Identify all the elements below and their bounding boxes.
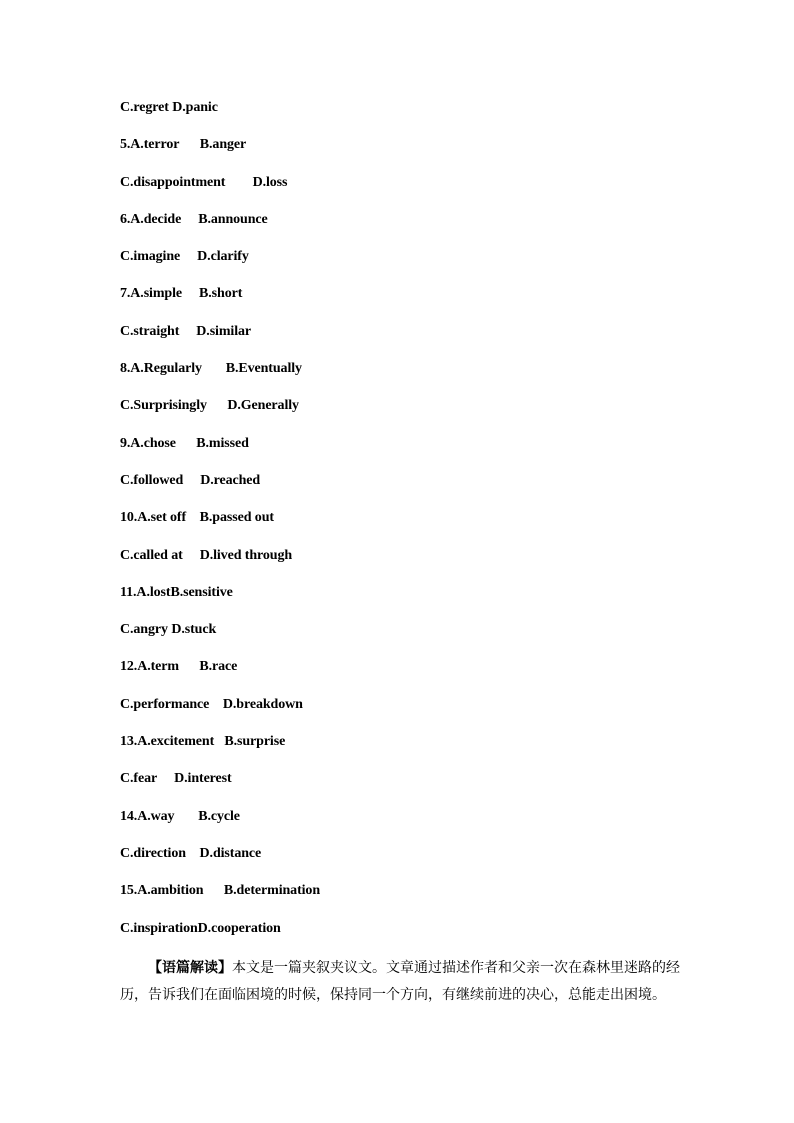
option-b: D.stuck — [171, 622, 217, 638]
option-b: B.cycle — [198, 808, 240, 824]
option-a: 11.A.lost — [120, 584, 171, 600]
option-line — [120, 695, 680, 732]
option-b: D.cooperation — [197, 920, 281, 936]
option-line — [120, 284, 680, 321]
option-gap — [204, 881, 224, 901]
option-a: C.imagine — [120, 249, 181, 265]
option-b: D.interest — [174, 771, 232, 787]
option-b: D.breakdown — [222, 696, 303, 712]
option-a: 6.A.decide — [120, 211, 182, 227]
option-a: C.angry — [120, 622, 168, 638]
option-a: 9.A.chose — [120, 435, 176, 451]
option-line — [120, 844, 680, 881]
option-b: D.distance — [199, 845, 262, 861]
answer-options — [120, 98, 680, 956]
option-a: C.performance — [120, 696, 210, 712]
option-a: C.Surprisingly — [120, 398, 207, 414]
option-gap — [179, 657, 199, 677]
option-line — [120, 508, 680, 545]
option-line — [120, 135, 680, 172]
option-b: B.missed — [196, 435, 249, 451]
option-gap — [209, 695, 223, 715]
option-gap — [202, 359, 226, 379]
option-line — [120, 98, 680, 135]
option-b: B.announce — [198, 211, 268, 227]
option-gap — [174, 807, 198, 827]
option-a: C.direction — [120, 845, 186, 861]
option-b: D.panic — [172, 100, 218, 115]
option-gap — [157, 769, 174, 789]
option-b: D.lived through — [199, 547, 293, 563]
option-line — [120, 881, 680, 918]
option-a: 15.A.ambition — [120, 883, 204, 899]
option-b: B.short — [199, 286, 243, 302]
option-a: C.fear — [120, 771, 158, 787]
option-line — [120, 732, 680, 769]
option-b: D.similar — [196, 323, 252, 339]
option-gap — [214, 732, 224, 752]
option-a: C.followed — [120, 472, 184, 488]
option-gap — [182, 284, 199, 304]
option-line — [120, 396, 680, 433]
option-line — [120, 657, 680, 694]
option-b: D.loss — [252, 174, 288, 190]
analysis-text: 本文是一篇夹叙夹议文。文章通过描述作者和父亲一次在森林里迷路的经历，告诉我们在面临困境的时候，保持同一个方向，有继续前进的决心，总能走出困境。 — [120, 960, 680, 1003]
option-line — [120, 769, 680, 806]
option-a: C.straight — [120, 323, 180, 339]
option-line — [120, 471, 680, 508]
option-a: 14.A.way — [120, 808, 175, 824]
option-b: D.clarify — [197, 249, 249, 265]
option-a: 7.A.simple — [120, 286, 183, 302]
option-line — [120, 210, 680, 247]
option-gap — [207, 396, 227, 416]
option-a: 5.A.terror — [120, 137, 180, 153]
option-line — [120, 173, 680, 210]
option-a: C.disappointment — [120, 174, 226, 190]
option-gap — [186, 508, 200, 528]
option-gap — [181, 210, 198, 230]
option-gap — [183, 471, 200, 491]
option-line — [120, 546, 680, 583]
option-gap — [180, 247, 197, 267]
option-b: B.anger — [199, 137, 247, 153]
option-a: 8.A.Regularly — [120, 361, 202, 377]
option-line — [120, 247, 680, 284]
option-gap — [176, 434, 196, 454]
option-a: C.inspiration — [120, 920, 198, 936]
option-line — [120, 807, 680, 844]
option-line — [120, 359, 680, 396]
option-b: B.sensitive — [170, 584, 233, 600]
option-b: D.reached — [200, 472, 261, 488]
option-gap — [179, 135, 199, 155]
option-gap — [179, 322, 196, 342]
option-a: C.regret — [120, 100, 169, 115]
option-b: B.passed out — [199, 510, 274, 526]
option-line — [120, 583, 680, 620]
option-line — [120, 620, 680, 657]
analysis-tag: 【语篇解读】 — [148, 960, 232, 976]
option-b: B.Eventually — [225, 361, 302, 377]
option-line — [120, 322, 680, 359]
option-a: 12.A.term — [120, 659, 179, 675]
option-b: B.determination — [223, 883, 321, 899]
option-b: B.race — [199, 659, 238, 675]
option-line — [120, 919, 680, 956]
option-a: 13.A.excitement — [120, 734, 215, 750]
option-gap — [186, 844, 200, 864]
option-a: 10.A.set off — [120, 510, 187, 526]
option-b: B.surprise — [224, 734, 286, 750]
option-gap — [225, 173, 252, 193]
option-gap — [183, 546, 200, 566]
option-line — [120, 434, 680, 471]
passage-analysis — [120, 955, 680, 1009]
option-b: D.Generally — [227, 398, 299, 414]
option-a: C.called at — [120, 547, 183, 563]
